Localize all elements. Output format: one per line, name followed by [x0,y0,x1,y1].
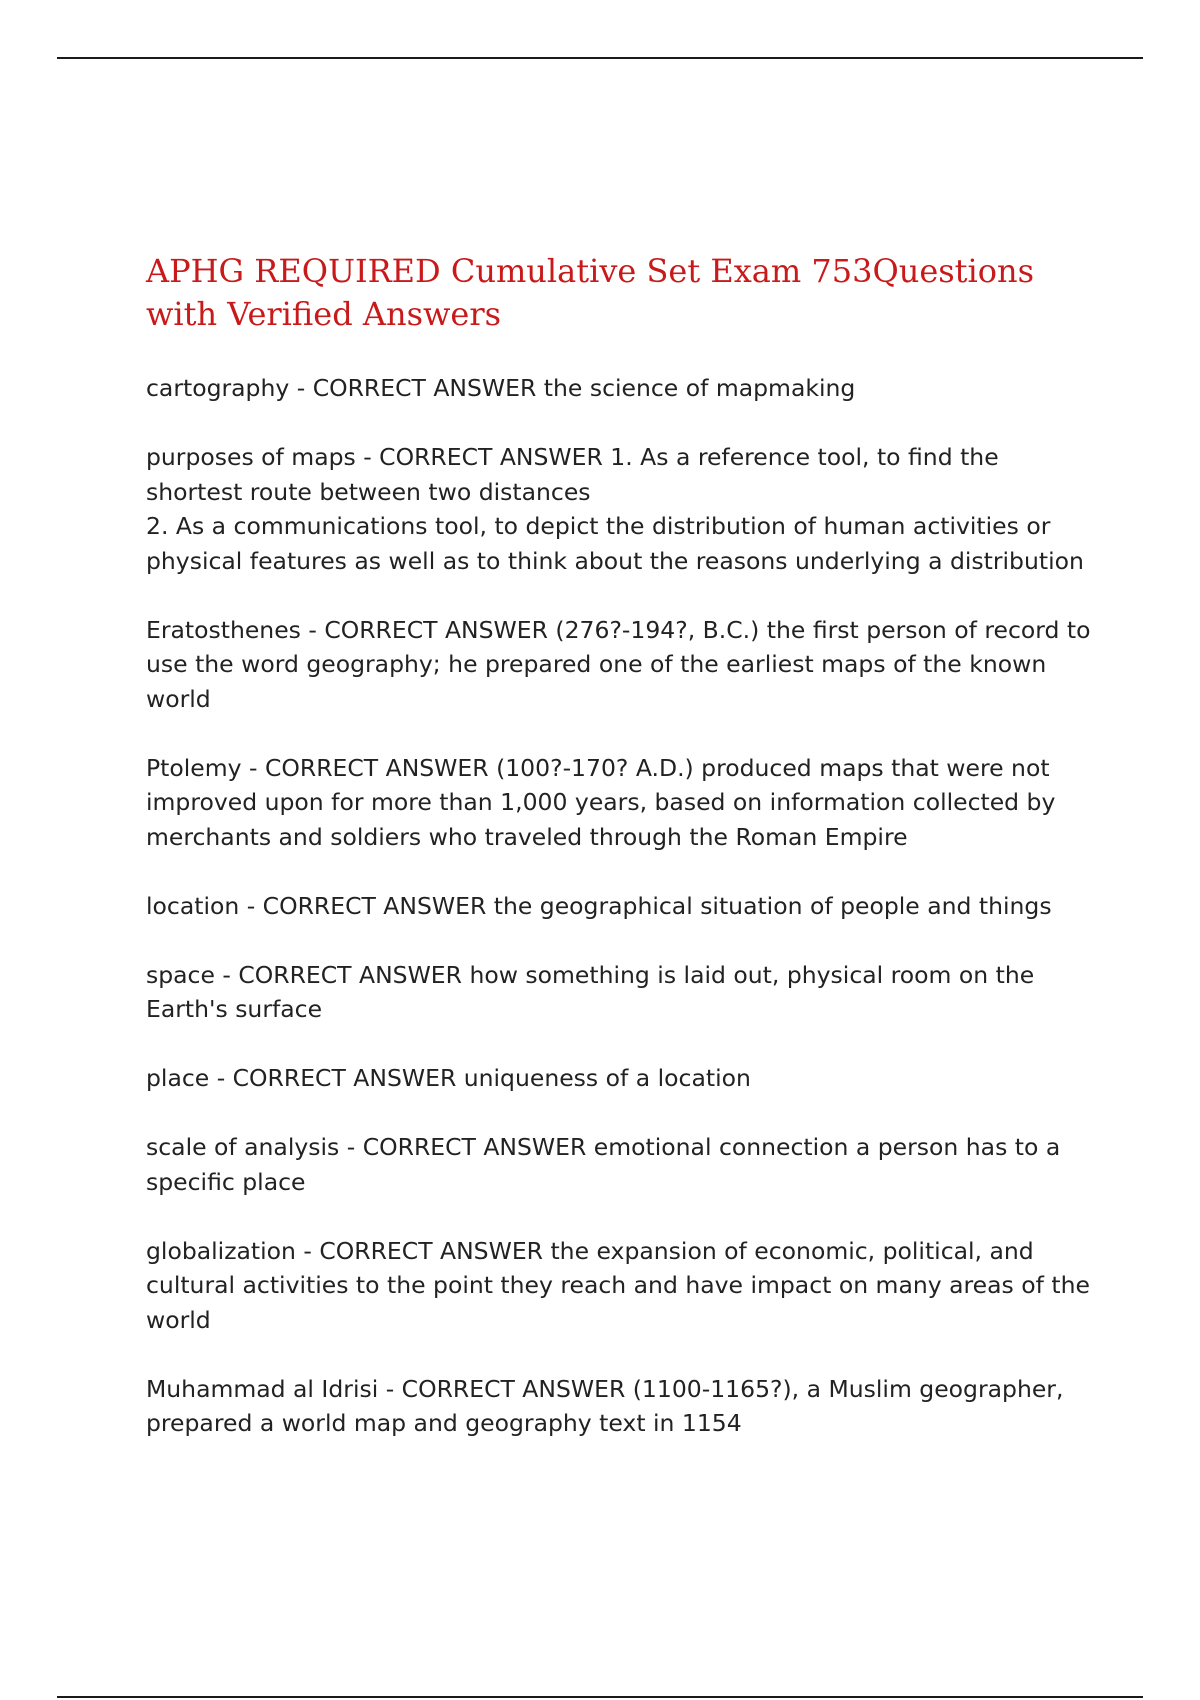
document-title: APHG REQUIRED Cumulative Set Exam 753Questions with Verified Answers [146,252,1035,333]
qa-item: location - CORRECT ANSWER the geographical situation of people and things [146,891,1052,920]
qa-item: globalization - CORRECT ANSWER the expansion of economic, political, and cultural activities to the point they reach and have impact on many areas of the world [146,1236,1090,1334]
footer-rule [57,1696,1143,1698]
qa-item: Muhammad al Idrisi - CORRECT ANSWER (1100-1165?), a Muslim geographer, prepared a world map and geography text in 1154 [146,1374,1064,1437]
qa-item: Ptolemy - CORRECT ANSWER (100?-170? A.D.) produced maps that were not improved upon for more than 1,000 years, based on information collected by merchants and soldiers who traveled through the Roman Empire [146,753,1056,851]
qa-item: scale of analysis - CORRECT ANSWER emotional connection a person has to a specific place [146,1133,1061,1196]
page-content [146,250,1096,1475]
qa-list [146,371,1096,1441]
qa-item: purposes of maps - CORRECT ANSWER 1. As a reference tool, to find the shortest route between two distances 2. As a communications tool, to depict the distribution of human activities or physical features as well as to think about the reasons underlying a distribution [146,443,1084,575]
qa-item: place - CORRECT ANSWER uniqueness of a location [146,1064,751,1092]
qa-item: cartography - CORRECT ANSWER the science of mapmaking [146,374,856,402]
header-rule [57,57,1143,59]
qa-item: Eratosthenes - CORRECT ANSWER (276?-194?, B.C.) the first person of record to use the word geography; he prepared one of the earliest maps of the known world [146,615,1091,713]
qa-item: space - CORRECT ANSWER how something is laid out, physical room on the Earth's surface [146,960,1035,1023]
